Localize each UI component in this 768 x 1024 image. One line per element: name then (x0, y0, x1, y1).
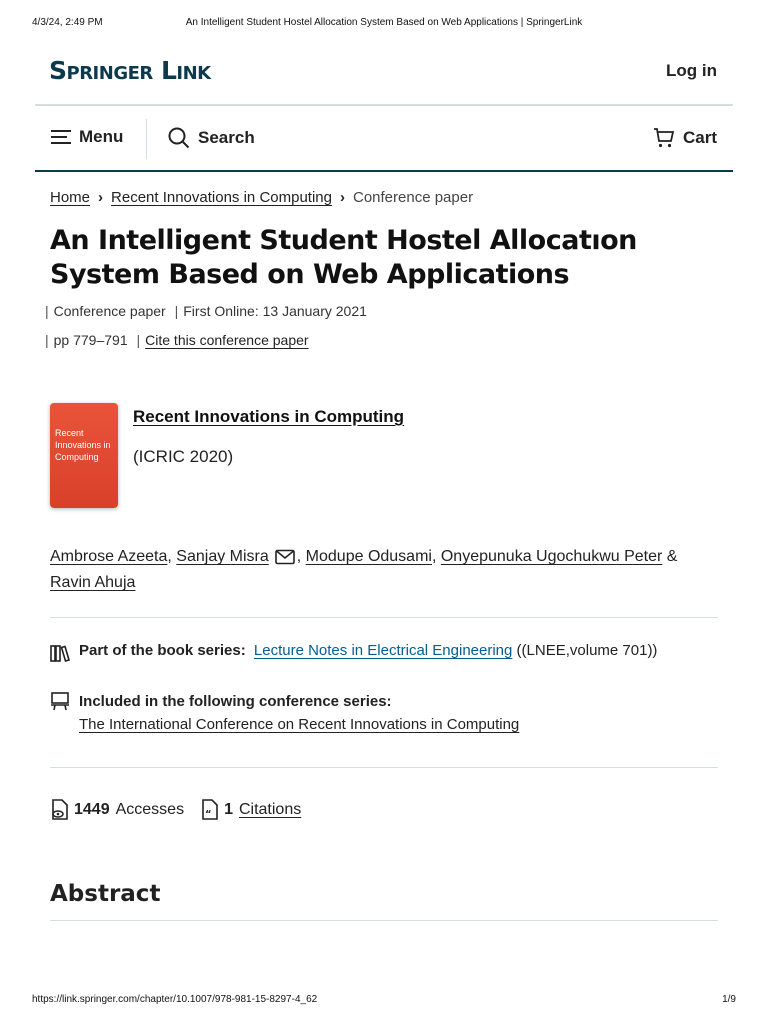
book-cover[interactable] (50, 403, 118, 508)
breadcrumb-current: Conference paper (352, 189, 474, 206)
book-series-row (50, 642, 657, 663)
book-title-link[interactable]: Recent Innovations in Computing (133, 407, 405, 426)
accesses-icon (50, 799, 70, 821)
book-series-link[interactable]: Lecture Notes in Electrical Engineering (253, 642, 513, 659)
conference-icon (50, 691, 70, 711)
menu-button[interactable] (51, 127, 123, 147)
menu-label: Menu (79, 127, 124, 146)
article-pages: pp 779–791 (53, 332, 128, 348)
author-link[interactable]: Ravin Ahuja (50, 574, 136, 591)
nav-divider (146, 119, 147, 159)
book-series-volume: ((LNEE,volume 701)) (516, 642, 658, 659)
article-meta: | Conference paper | First Online: 13 January 2021 (45, 303, 367, 319)
search-button[interactable] (168, 127, 255, 149)
author-link[interactable]: Sanjay Misra (176, 548, 269, 565)
divider (50, 767, 718, 768)
search-label: Search (198, 128, 255, 147)
login-link[interactable]: Log in (666, 61, 717, 80)
brand-bar (35, 54, 733, 106)
print-datetime: 4/3/24, 2:49 PM (32, 17, 103, 28)
chevron-right-icon: › (98, 189, 104, 206)
print-page-number: 1/9 (722, 994, 736, 1005)
cart-icon (653, 127, 675, 149)
cover-title: Recent Innovations in Computing (55, 428, 111, 462)
cart-button[interactable] (653, 127, 717, 149)
abstract-heading: Abstract (50, 881, 161, 907)
cite-link[interactable]: Cite this conference paper (145, 332, 309, 348)
book-series-label: Part of the book series: (79, 642, 246, 659)
author-list: Ambrose Azeeta, Sanjay Misra , Modupe Odusami, Onyepunuka Ugochukwu Peter & Ravin Ahuja (50, 548, 678, 591)
first-online: First Online: 13 January 2021 (183, 303, 367, 319)
breadcrumb-home[interactable]: Home (50, 189, 91, 206)
citations-link[interactable]: Citations (238, 801, 302, 818)
conference-series-link[interactable]: The International Conference on Recent Innovations in Computing (79, 716, 520, 733)
chevron-right-icon: › (339, 189, 345, 206)
breadcrumb-book[interactable]: Recent Innovations in Computing (111, 189, 332, 206)
article-type: Conference paper (53, 303, 166, 319)
books-icon (50, 643, 70, 663)
author-link[interactable]: Ambrose Azeeta (50, 548, 168, 565)
nav-bar (35, 107, 733, 172)
article-meta-pages: | pp 779–791 | Cite this conference paper (45, 332, 309, 348)
conference-series-row (50, 690, 519, 736)
hamburger-icon (51, 129, 71, 145)
email-icon[interactable] (275, 549, 295, 565)
conference-series-label: Included in the following conference series: (79, 693, 392, 710)
divider (50, 617, 718, 618)
print-page-title: An Intelligent Student Hostel Allocation System Based on Web Applications | SpringerLink (185, 17, 583, 28)
accesses-label: Accesses (115, 801, 185, 818)
author-link[interactable]: Onyepunuka Ugochukwu Peter (440, 548, 663, 565)
book-conference: (ICRIC 2020) (133, 447, 234, 466)
article-title: An Intelligent Student Hostel Allocatıon System Based on Web Applications (50, 225, 637, 290)
breadcrumb (50, 189, 473, 206)
print-url: https://link.springer.com/chapter/10.1007/978-981-15-8297-4_62 (32, 994, 318, 1005)
search-icon (168, 127, 190, 149)
accesses-count: 1449 (74, 801, 110, 818)
divider (50, 920, 718, 921)
article-metrics (50, 799, 301, 821)
author-link[interactable]: Modupe Odusami (305, 548, 432, 565)
citations-icon (200, 799, 220, 821)
svg-text:“: “ (205, 809, 212, 820)
springer-link-logo[interactable]: Springer Link (49, 56, 211, 85)
cart-label: Cart (682, 128, 717, 147)
citations-count: 1 (224, 801, 233, 818)
